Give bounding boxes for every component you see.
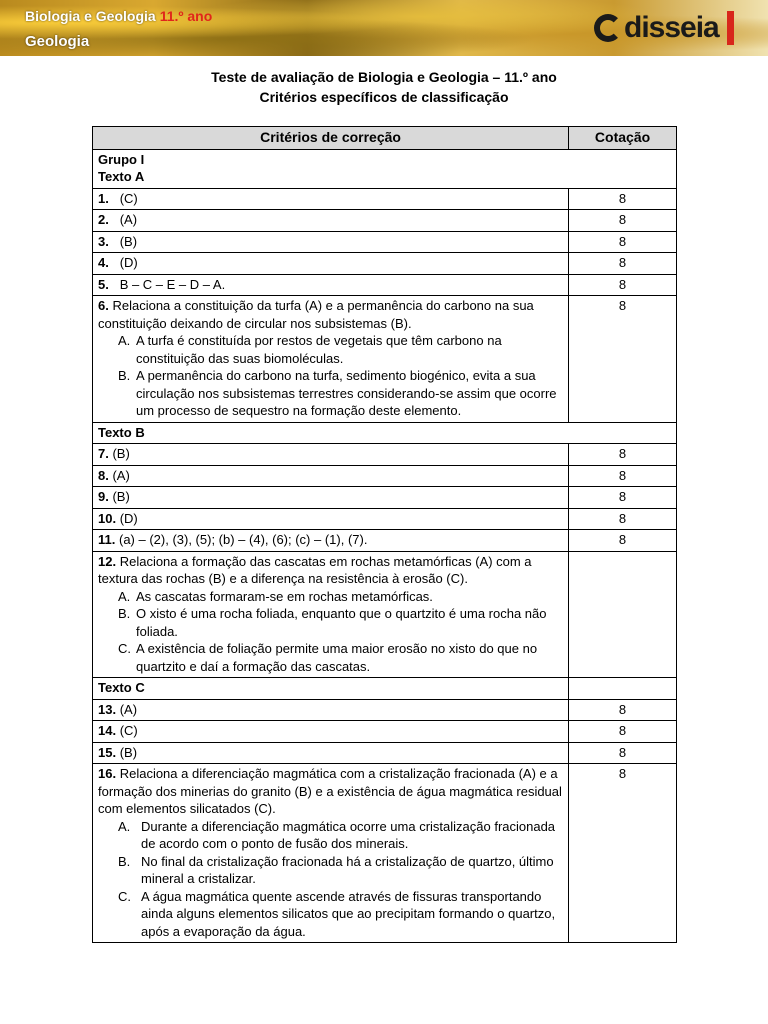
answer-cell <box>93 551 569 678</box>
item-letter: B. <box>118 606 131 621</box>
table-row <box>93 231 677 253</box>
section-row <box>93 678 677 700</box>
group-row <box>93 149 677 188</box>
item-text: A água magmática quente ascende através de fissuras transportando ainda alguns elementos silicatos que ao precipitam formando o quartzo, após a evaporação da água. <box>141 888 556 939</box>
table-row <box>93 530 677 552</box>
question-number: 3. <box>98 233 109 249</box>
title-line-1: Teste de avaliação de Biologia e Geologia – 11.º ano <box>211 69 557 85</box>
section-label-a: Texto A <box>98 169 145 184</box>
answer-cell <box>93 444 569 466</box>
score-cell: 8 <box>569 530 677 552</box>
question-number: 16. <box>98 766 117 781</box>
group-label: Grupo I <box>98 151 145 167</box>
group-cell <box>93 149 677 188</box>
score-cell: 8 <box>569 487 677 509</box>
question-number: 7. <box>98 446 109 461</box>
item-text: A turfa é constituída por restos de vegetais que têm carbono na constituição das suas biomoléculas. <box>136 333 502 366</box>
question-number: 12. <box>98 553 117 569</box>
score-cell: 8 <box>569 508 677 530</box>
intro-text: Relaciona a formação das cascatas em rochas metamórficas (A) com a textura das rochas (B) e a diferença na resistência à erosão (C). <box>98 553 532 586</box>
logo-mark-icon <box>594 14 622 42</box>
answer-text: (A) <box>119 212 138 227</box>
question-number: 2. <box>98 212 109 227</box>
empty-cell <box>569 678 677 700</box>
publisher-logo <box>594 8 762 48</box>
answer-cell <box>93 530 569 552</box>
criterion-item <box>118 818 563 853</box>
criterion-item <box>118 588 563 606</box>
section-label-c: Texto C <box>93 678 569 700</box>
question-number: 11. <box>98 532 116 547</box>
answer-text: (A) <box>119 701 138 717</box>
item-letter: C. <box>118 641 131 656</box>
score-cell: 8 <box>569 210 677 232</box>
question-intro <box>98 297 563 332</box>
table-row <box>93 699 677 721</box>
table-row <box>93 210 677 232</box>
score-cell: 8 <box>569 465 677 487</box>
logo-text: disseia <box>624 11 719 44</box>
answer-text: B – C – E – D – A. <box>119 276 226 292</box>
score-cell: 8 <box>569 231 677 253</box>
score-cell: 8 <box>569 721 677 743</box>
section-row <box>93 422 677 444</box>
question-number: 13. <box>98 701 117 717</box>
answer-cell <box>93 764 569 943</box>
answer-text: (B) <box>119 233 138 249</box>
table-row <box>93 444 677 466</box>
score-cell: 8 <box>569 444 677 466</box>
table-row <box>93 721 677 743</box>
question-number: 15. <box>98 744 117 760</box>
question-number: 4. <box>98 255 109 270</box>
score-cell <box>569 551 677 678</box>
item-letter: B. <box>118 853 131 869</box>
answer-cell <box>93 231 569 253</box>
section-label-b: Texto B <box>93 422 677 444</box>
answer-cell <box>93 188 569 210</box>
table-row <box>93 188 677 210</box>
question-number: 10. <box>98 510 117 526</box>
criterion-item <box>118 367 563 420</box>
table-row <box>93 764 677 943</box>
score-cell: 8 <box>569 296 677 423</box>
table-header-row <box>93 127 677 150</box>
banner-subject: Geologia <box>25 33 90 50</box>
item-text: Durante a diferenciação magmática ocorre uma cristalização fracionada de acordo com o ponto de fusão dos minerais. <box>141 818 556 851</box>
answer-cell <box>93 508 569 530</box>
banner-course <box>25 8 212 24</box>
answer-text: (B) <box>119 744 138 760</box>
header-score: Cotação <box>569 127 677 150</box>
header-criteria: Critérios de correção <box>93 127 569 150</box>
score-cell: 8 <box>569 188 677 210</box>
answer-cell <box>93 296 569 423</box>
criteria-table <box>92 126 677 943</box>
table-row <box>93 274 677 296</box>
answer-cell <box>93 465 569 487</box>
item-text: As cascatas formaram-se em rochas metamórficas. <box>136 588 433 604</box>
item-letter: A. <box>118 818 131 834</box>
item-text: No final da cristalização fracionada há a cristalização de quartzo, último mineral a cristalizar. <box>141 853 554 886</box>
criterion-item <box>118 605 563 640</box>
table-row <box>93 551 677 678</box>
question-number: 1. <box>98 190 109 206</box>
score-cell: 8 <box>569 742 677 764</box>
criterion-item <box>118 888 563 941</box>
answer-text: (C) <box>119 723 138 738</box>
question-number: 9. <box>98 489 109 504</box>
answer-text: (D) <box>119 510 138 526</box>
question-number: 6. <box>98 298 109 313</box>
question-intro <box>98 765 563 818</box>
answer-cell <box>93 721 569 743</box>
score-cell: 8 <box>569 764 677 943</box>
intro-text: Relaciona a constituição da turfa (A) e a permanência do carbono na sua constituição deixando de circular nos subsistemas (B). <box>98 298 534 331</box>
score-cell: 8 <box>569 699 677 721</box>
question-number: 5. <box>98 276 109 292</box>
logo-bar-icon <box>727 11 734 45</box>
table-row <box>93 465 677 487</box>
answer-cell <box>93 742 569 764</box>
question-intro <box>98 553 563 588</box>
table-row <box>93 742 677 764</box>
item-letter: B. <box>118 368 131 383</box>
item-text: O xisto é uma rocha foliada, enquanto que o quartzito é uma rocha não foliada. <box>136 606 547 639</box>
item-letter: A. <box>118 333 131 348</box>
criterion-item <box>118 332 563 367</box>
score-cell: 8 <box>569 253 677 275</box>
item-letter: A. <box>118 588 131 604</box>
answer-text: (A) <box>112 467 130 483</box>
banner-year: 11.º ano <box>159 8 213 24</box>
title-line-2: Critérios específicos de classificação <box>259 89 509 105</box>
answer-cell <box>93 699 569 721</box>
table-row <box>93 253 677 275</box>
item-letter: C. <box>118 888 131 904</box>
question-number: 8. <box>98 467 109 483</box>
intro-text: Relaciona a diferenciação magmática com a cristalização fracionada (A) e a formação dos minerias do granito (B) e a existência de água magmática residual com elementos silicatados (C). <box>98 766 562 816</box>
criterion-item <box>118 853 563 888</box>
answer-text: (B) <box>112 446 130 461</box>
answer-text: (D) <box>119 255 138 270</box>
table-row <box>93 296 677 423</box>
question-number: 14. <box>98 723 117 738</box>
answer-text: (C) <box>119 190 138 206</box>
criterion-item <box>118 640 563 675</box>
item-text: A existência de foliação permite uma maior erosão no xisto do que no quartzito e daí a formação das cascatas. <box>136 641 538 674</box>
answer-text: (B) <box>112 489 130 504</box>
header-banner <box>0 0 768 56</box>
answer-cell <box>93 253 569 275</box>
answer-cell <box>93 274 569 296</box>
document-title <box>0 67 768 107</box>
table-row <box>93 487 677 509</box>
item-text: A permanência do carbono na turfa, sedimento biogénico, evita a sua circulação nos subsistemas terrestres considerando-se assim que ocorre um processo de sequestro na formação deste elemento. <box>136 368 557 418</box>
answer-text: (a) – (2), (3), (5); (b) – (4), (6); (c) – (1), (7). <box>118 532 368 547</box>
banner-course-name: Biologia e Geologia <box>25 8 156 24</box>
answer-cell <box>93 487 569 509</box>
score-cell: 8 <box>569 274 677 296</box>
table-row <box>93 508 677 530</box>
answer-cell <box>93 210 569 232</box>
